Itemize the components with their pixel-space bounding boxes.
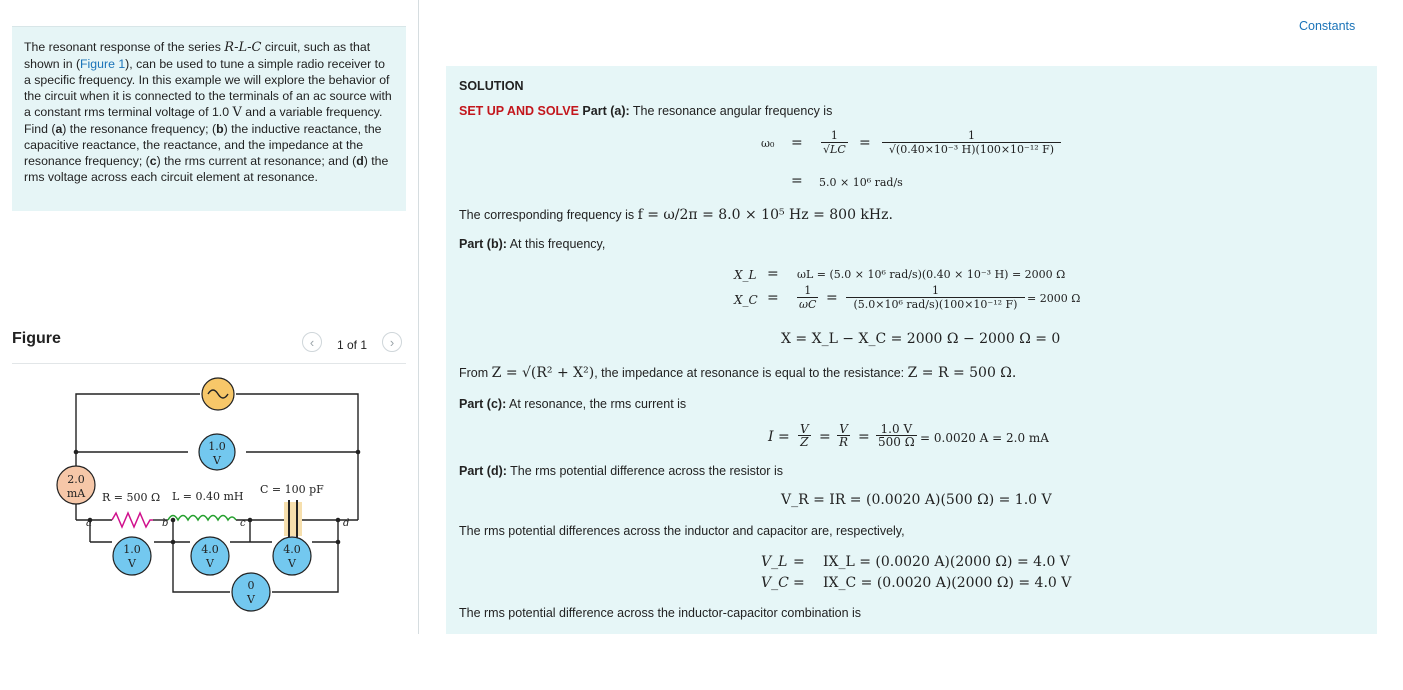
figure-link[interactable]: Figure 1: [80, 57, 126, 71]
resistor-voltage: V_R = IR = (0.0020 A)(500 Ω) = 1.0 V: [781, 492, 1052, 508]
meter-reading: 2.0: [67, 473, 85, 486]
meter-unit: V: [247, 593, 255, 606]
rlc-circuit-diagram: [50, 372, 380, 617]
reactance-total: X = X_L − X_C = 2000 Ω − 2000 Ω = 0: [781, 331, 1061, 347]
figure-title: Figure: [12, 330, 61, 347]
frequency-text: The corresponding frequency is f = ω/2π = 8.0 × 10⁵ Hz = 800 kHz.: [459, 207, 893, 223]
xc-fraction: $\frac{1}{\omega C}$: [799, 284, 817, 311]
equals: =: [791, 135, 803, 151]
current-result: = 0.0020 A = 2.0 mA: [920, 431, 1049, 445]
capacitor-label: C = 100 pF: [260, 483, 324, 496]
fraction-numeric: $\frac{1}{\text{√(0.40×10⁻³ H)(100×10⁻¹² F)}}$: [882, 130, 1061, 156]
xc-result: = 2000 Ω: [1027, 292, 1081, 305]
meter-reading: 1.0: [123, 543, 141, 556]
equals: =: [826, 290, 838, 306]
chevron-right-icon: ›: [389, 335, 395, 350]
meter-unit: V: [206, 557, 214, 570]
omega-symbol: ω₀: [761, 137, 775, 150]
solution-heading: SOLUTION: [459, 79, 524, 93]
equals: =: [819, 429, 831, 445]
meter-reading: 4.0: [283, 543, 301, 556]
capacitor-fill: [284, 502, 302, 536]
part-c-intro: Part (c): At resonance, the rms current is: [459, 397, 687, 411]
vc-expression: IX_C = (0.0020 A)(2000 Ω) = 4.0 V: [823, 575, 1072, 591]
xc-symbol: X_C: [734, 293, 758, 307]
part-a-intro: SET UP AND SOLVE Part (a): The resonance angular frequency is: [459, 104, 833, 118]
meter-unit: mA: [66, 487, 86, 500]
part-d-intro: Part (d): The rms potential difference across the resistor is: [459, 464, 783, 478]
part-b-intro: Part (b): At this frequency,: [459, 237, 606, 251]
equals: =: [791, 173, 803, 189]
problem-statement: [12, 26, 406, 211]
meter-unit: V: [288, 557, 296, 570]
equals: =: [767, 266, 779, 282]
omega-result: 5.0 × 10⁶ rad/s: [819, 176, 903, 189]
solution-panel: [446, 66, 1377, 634]
v-over-r: $\frac{V}{R}$: [839, 422, 849, 449]
vc-symbol: V_C: [761, 575, 789, 591]
current-symbol: I =: [768, 429, 790, 445]
impedance-text: From Z = √(R² + X²), the impedance at resonance is equal to the resistance: Z = R = 500 Ω.: [459, 365, 1017, 381]
left-column: [0, 0, 419, 634]
equals: =: [793, 554, 805, 570]
equals: =: [767, 290, 779, 306]
lc-voltage-text: The rms potential differences across the inductor and capacitor are, respectively,: [459, 524, 905, 538]
vl-expression: IX_L = (0.0020 A)(2000 Ω) = 4.0 V: [823, 554, 1070, 570]
prev-figure-button[interactable]: [302, 332, 322, 352]
figure-header: [12, 330, 406, 364]
fraction-1-over-sqrt-lc: $\frac{1}{√LC}$: [823, 129, 846, 156]
inductor: [168, 516, 236, 521]
numeric-fraction: $\frac{1.0 V}{500 \Omega}$: [878, 422, 915, 449]
meter-reading: 4.0: [201, 543, 219, 556]
equals: =: [859, 135, 871, 151]
constants-link[interactable]: Constants: [1299, 19, 1356, 33]
equals: =: [858, 429, 870, 445]
lc-combination-text: The rms potential difference across the inductor-capacitor combination is: [459, 606, 862, 620]
xl-symbol: X_L: [734, 268, 757, 282]
meter-unit: V: [128, 557, 136, 570]
next-figure-button[interactable]: [382, 332, 402, 352]
equals: =: [793, 575, 805, 591]
xc-numeric-fraction: $\frac{1}{\text{(5.0×10⁶ rad/s)(100×10⁻¹² F)}}$: [846, 285, 1025, 311]
xl-expression: ωL = (5.0 × 10⁶ rad/s)(0.40 × 10⁻³ H) = 2000 Ω: [797, 268, 1066, 281]
node-label: b: [162, 518, 169, 529]
v-over-z: $\frac{V}{Z}$: [800, 422, 809, 449]
node-label: c: [240, 518, 246, 529]
vl-symbol: V_L: [761, 554, 788, 570]
meter-reading: 1.0: [208, 440, 226, 453]
problem-text: The resonant response of the series R-L-C circuit, such as that shown in (Figure 1), can be used to tune a simple radio receiver to a specific frequency. In this example we will explore the behavior of the circuit when it is connected to the terminals of an ac source with a constant rms terminal voltage of 1.0 V and a variable frequency. Find (a) the resonance frequency; (b) the inductive reactance, the capacitive reactance, the reactance, and the impedance at the resonance frequency; (c) the rms current at resonance; and (d) the rms voltage across each circuit element at resonance.: [24, 40, 392, 184]
inductor-label: L = 0.40 mH: [172, 490, 244, 503]
chevron-left-icon: ‹: [309, 335, 315, 350]
meter-reading: 0: [247, 579, 255, 592]
resistor-label: R = 500 Ω: [102, 491, 161, 504]
resistor: [112, 513, 153, 527]
figure-pager: 1 of 1: [337, 338, 368, 352]
meter-unit: V: [213, 454, 221, 467]
node-label: d: [343, 518, 350, 529]
node-label: a: [86, 518, 92, 529]
